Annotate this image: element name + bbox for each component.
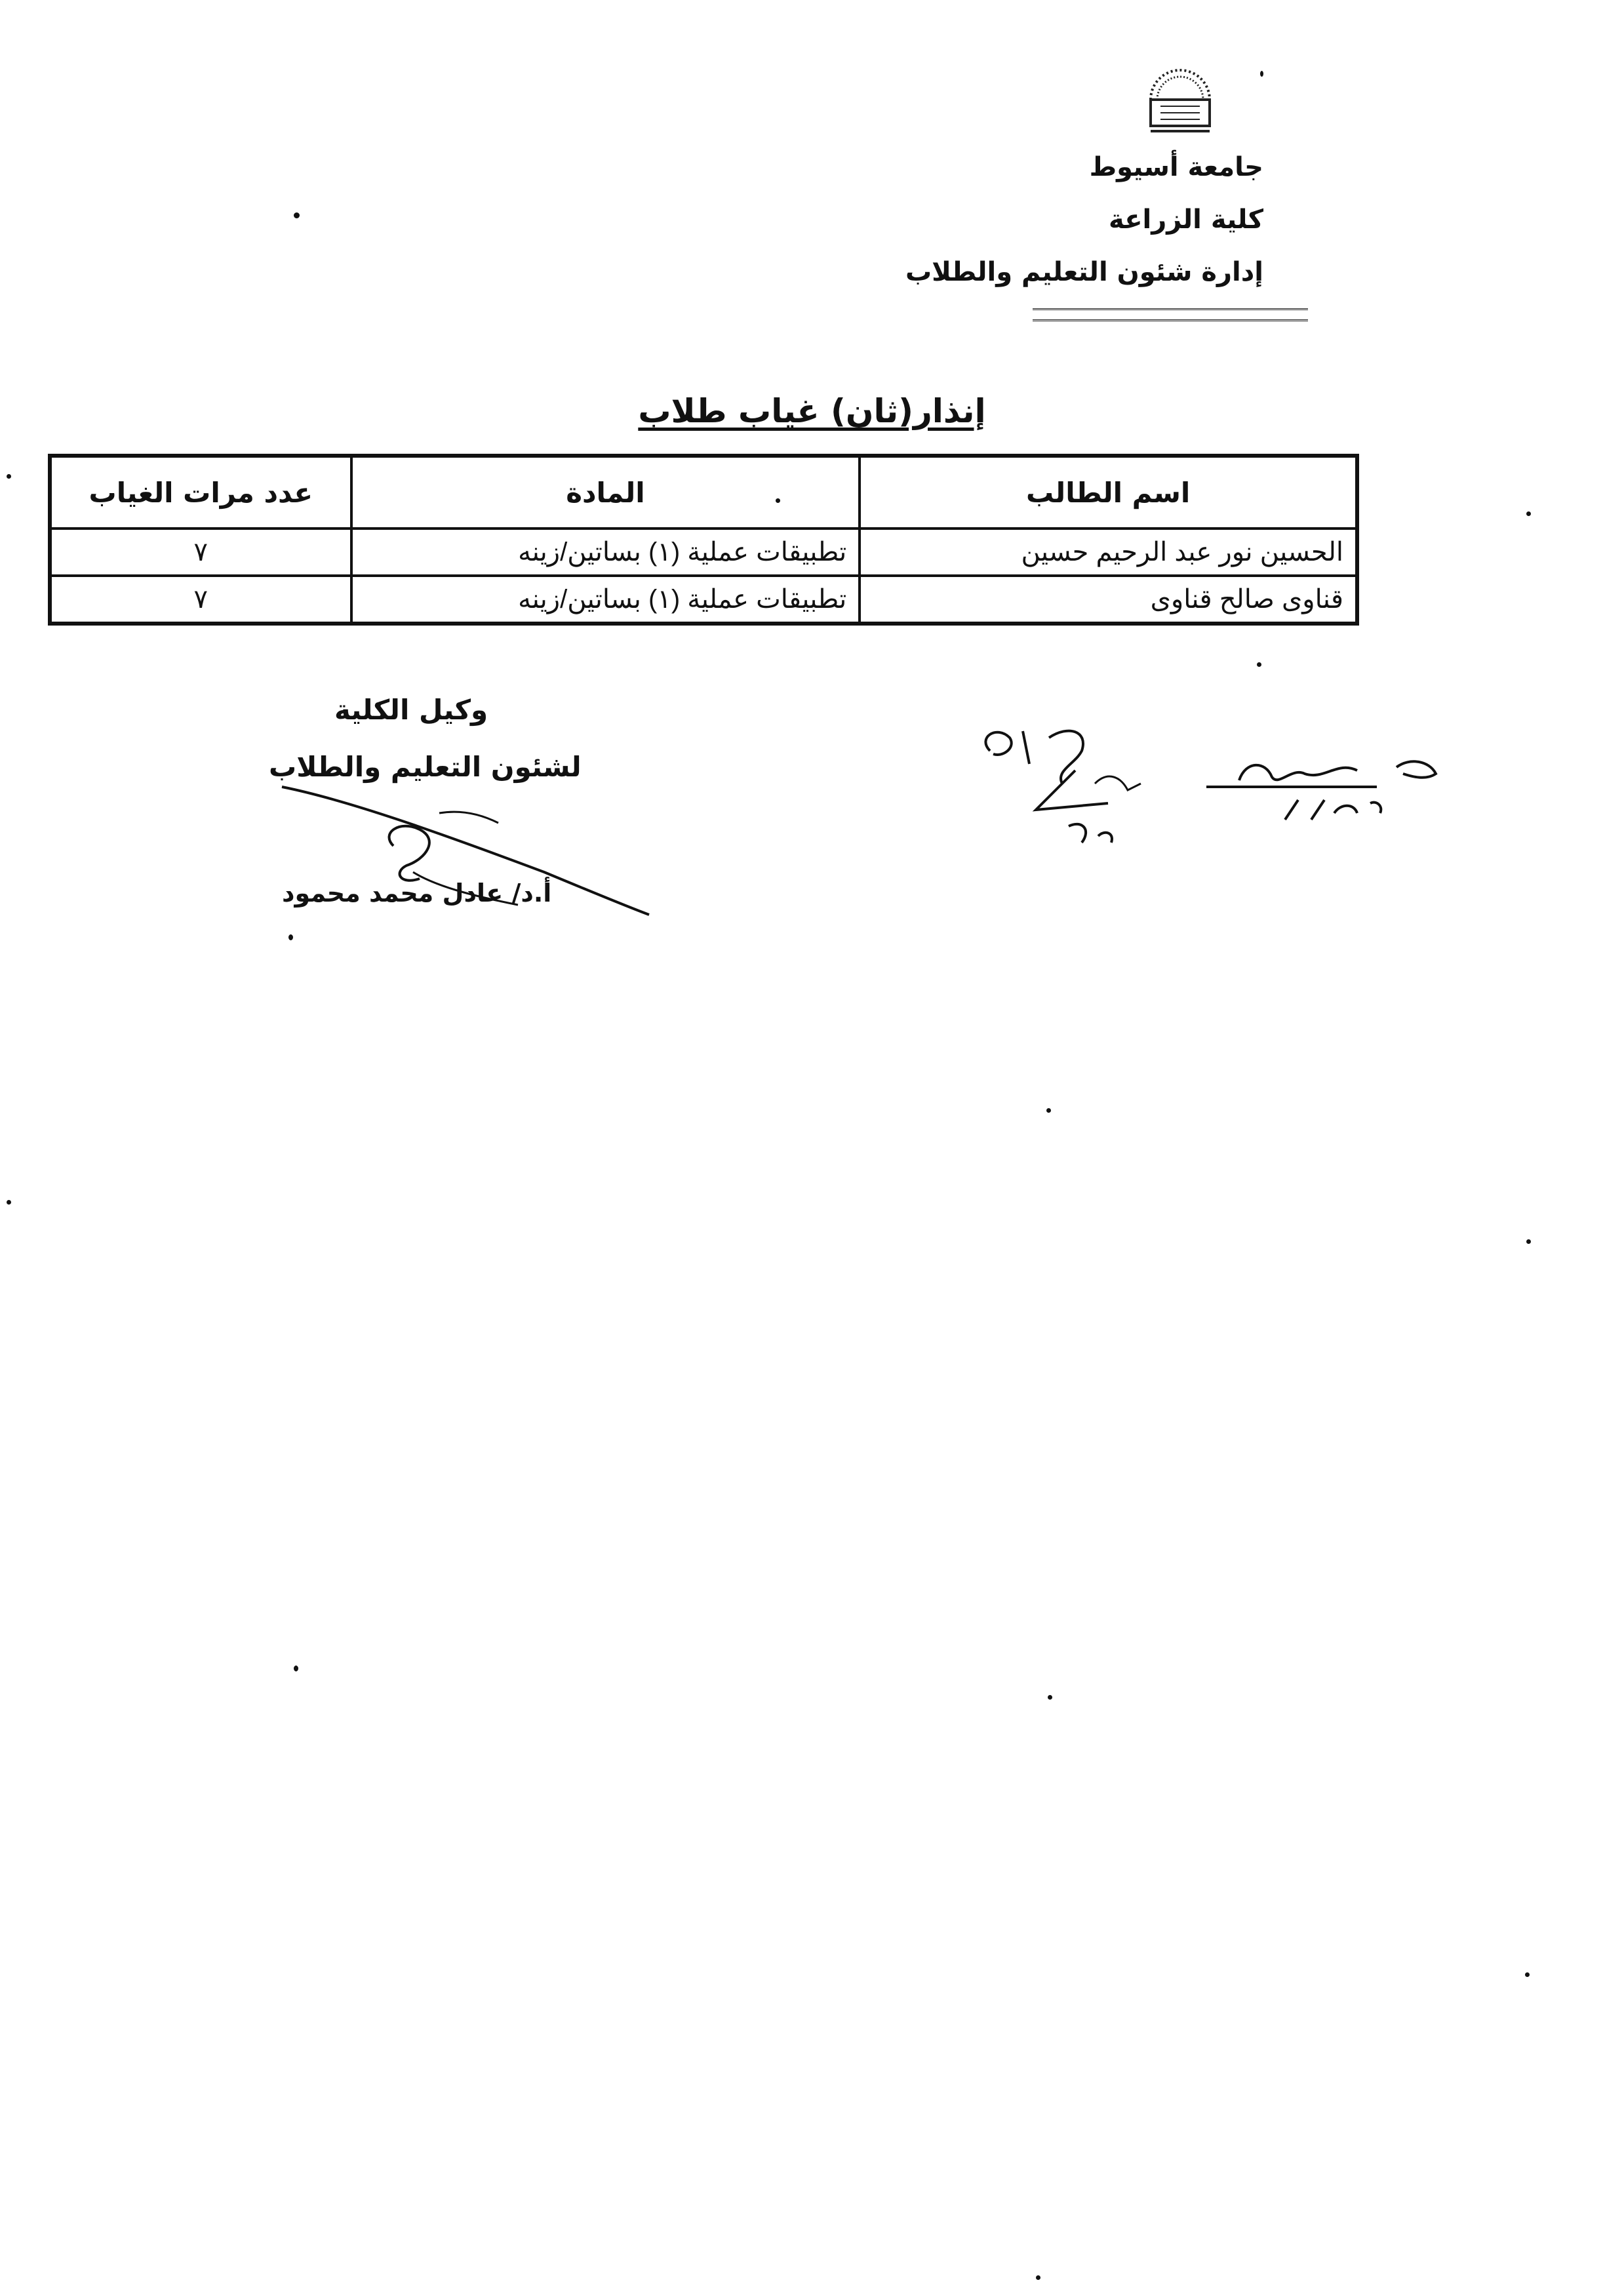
document-title (0, 392, 1624, 430)
cell-subject: تطبيقات عملية (١) بساتين/زينه (351, 576, 860, 624)
header-absence-count: عدد مرات الغياب (50, 456, 351, 529)
header-subject: المادة (351, 456, 860, 529)
scan-speck (1046, 1108, 1051, 1113)
scan-speck (1048, 1695, 1052, 1700)
scan-speck (1526, 1239, 1531, 1244)
scan-speck (288, 934, 293, 940)
table-header-row (50, 456, 1357, 529)
table-row (50, 576, 1357, 624)
handwritten-date-note (1200, 741, 1456, 839)
scan-speck (776, 498, 780, 503)
department-name: إدارة شئون التعليم والطلاب (905, 257, 1263, 287)
cell-subject: تطبيقات عملية (١) بساتين/زينه (351, 529, 860, 576)
scan-speck (7, 474, 11, 479)
handwritten-note (964, 711, 1180, 862)
signature-role-line1: وكيل الكلية (334, 694, 488, 726)
scan-speck (294, 1666, 298, 1671)
university-logo (1131, 60, 1229, 139)
scan-speck (294, 212, 300, 218)
absence-table (48, 454, 1359, 626)
header-student-name: اسم الطالب (860, 456, 1357, 529)
cell-student-name: قناوى صالح قناوى (860, 576, 1357, 624)
scan-speck (1260, 71, 1263, 77)
document-title-text: إنذار(ثان) غياب طلاب (638, 392, 986, 430)
cell-student-name: الحسين نور عبد الرحيم حسين (860, 529, 1357, 576)
letterhead-separator (1033, 308, 1308, 321)
handwritten-signature (269, 774, 662, 925)
scan-speck (1525, 1972, 1530, 1977)
table-row (50, 529, 1357, 576)
scan-speck (7, 1200, 11, 1205)
signature-role-line2: لشئون التعليم والطلاب (269, 751, 582, 783)
signatory-name: أ.د/ عادل محمد محمود (282, 879, 552, 908)
scan-speck (1526, 511, 1531, 516)
cell-absence-count: ٧ (50, 529, 351, 576)
cell-absence-count: ٧ (50, 576, 351, 624)
university-name: جامعة أسيوط (1089, 152, 1263, 182)
faculty-name: كلية الزراعة (1108, 205, 1263, 235)
scan-speck (1257, 662, 1261, 667)
scan-speck (1036, 2275, 1040, 2280)
